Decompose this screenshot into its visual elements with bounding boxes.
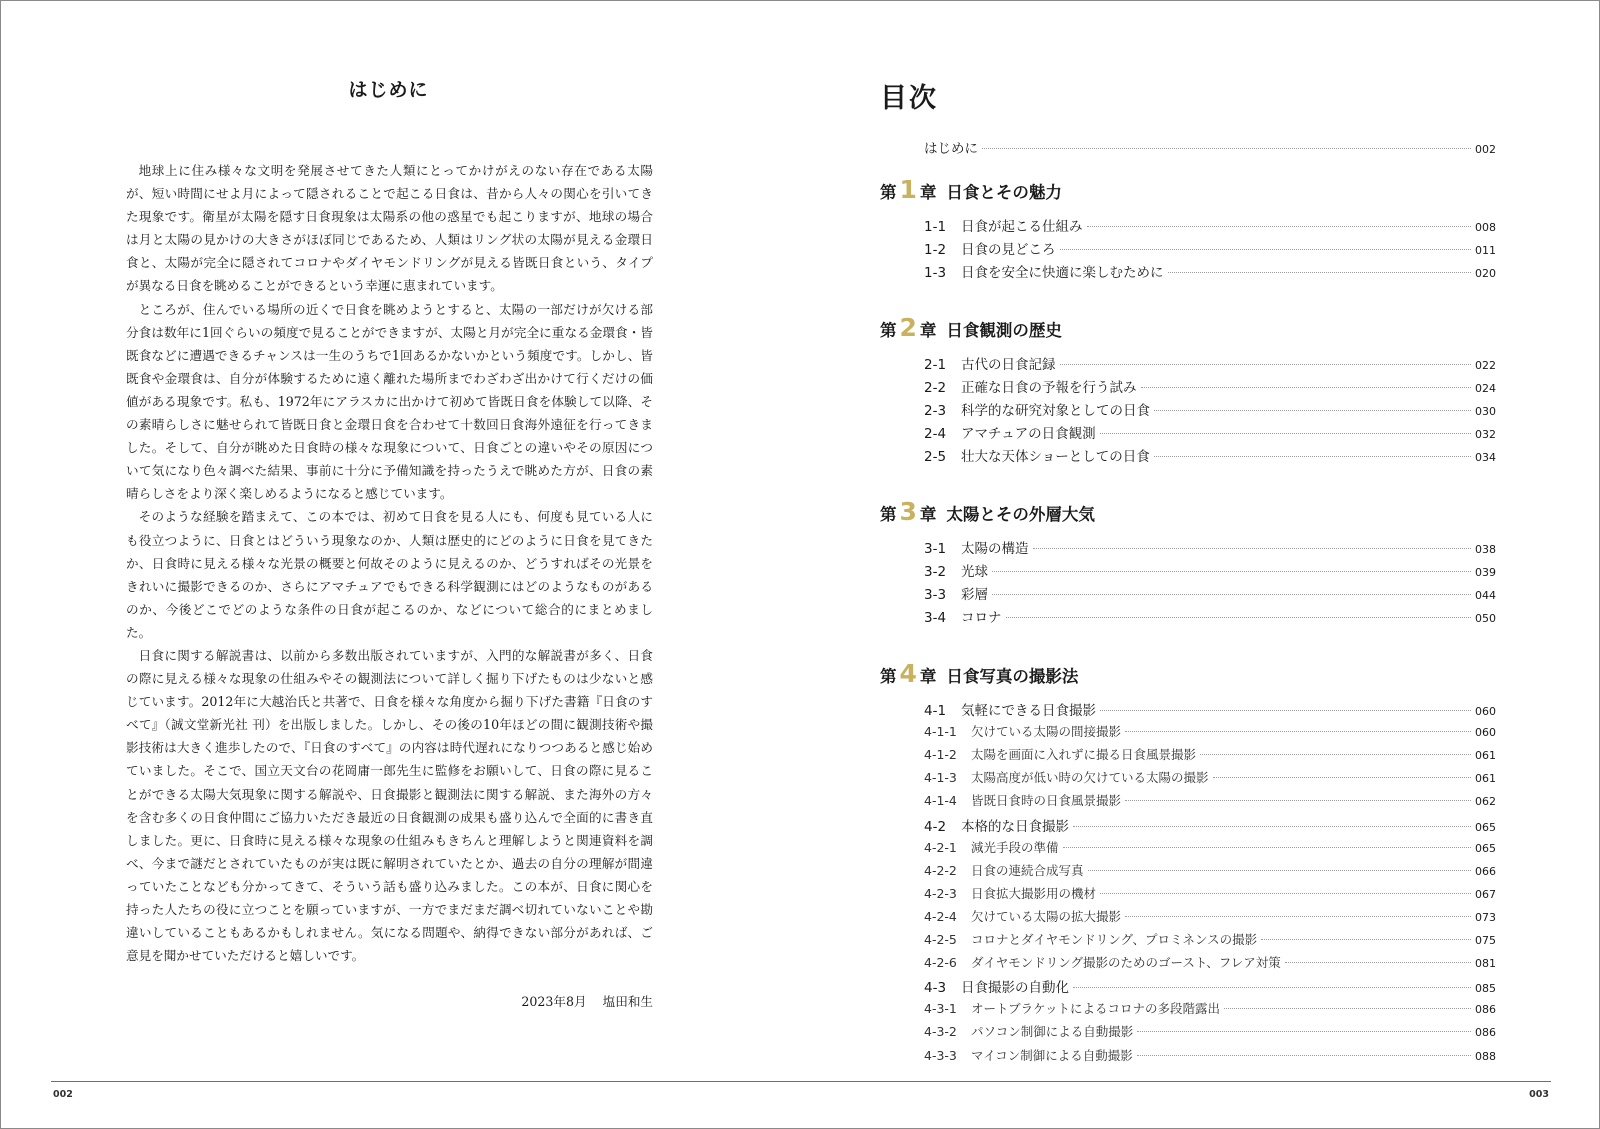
chapter-prefix: 第 (880, 183, 897, 202)
toc-page-number: 086 (1475, 1003, 1496, 1017)
chapter-prefix: 第 (880, 321, 897, 340)
toc-section-item[interactable] (924, 699, 1496, 719)
toc-item-title: 欠けている太陽の拡大撮影 (971, 908, 1122, 924)
toc-page-number: 002 (1475, 143, 1496, 156)
toc-item-number: 2-5 (924, 449, 947, 466)
toc-item-title: 本格的な日食撮影 (961, 818, 1069, 835)
preface-paragraph: 地球上に住み様々な文明を発展させてきた人類にとってかけがえのない存在である太陽が、短い時間にせよ月によって隠されることで起こる日食は、昔から人々の関心を引いてきた現象です。衛星が太陽を隠す日食現象は太陽系の他の惑星でも起こりますが、地球の場合は月と太陽の見かけの大きさがほぼ同じであるため、人類はリング状の太陽が見える金環日食と、太陽が完全に隠されてコロナやダイヤモンドリングが見える皆既日食という、タイプが異なる日食を眺めることができるという幸運に恵まれています。 (126, 163, 653, 294)
toc-item-number: 4-2-3 (924, 885, 957, 901)
chapter-number: 2 (899, 313, 917, 342)
chapter-number: 1 (899, 175, 917, 204)
toc-page-number: 088 (1475, 1049, 1496, 1063)
toc-item-title: 欠けている太陽の間接撮影 (971, 724, 1122, 740)
toc-subsection-item[interactable] (924, 999, 1496, 1019)
toc-leader-dots (1154, 410, 1471, 411)
toc-page-number: 039 (1475, 566, 1496, 580)
toc-leader-dots (1261, 939, 1471, 940)
toc-item-number: 2-4 (924, 426, 947, 443)
toc-section-item[interactable] (924, 238, 1496, 258)
toc-page-number: 011 (1475, 244, 1496, 258)
toc-item-title: 日食撮影の自動化 (961, 980, 1069, 997)
toc-leader-dots (1087, 226, 1472, 227)
toc-item-number: 1-1 (924, 219, 947, 235)
toc-section-item[interactable] (924, 399, 1496, 419)
chapter-title: 日食観測の歴史 (946, 321, 1062, 340)
toc-item-number: 4-1-4 (924, 793, 957, 809)
toc-item-title: はじめに (924, 141, 978, 157)
toc-page-number: 060 (1475, 705, 1496, 718)
toc-item-number: 4-3-1 (924, 1001, 957, 1017)
toc-page-number: 020 (1475, 267, 1496, 281)
toc-leader-dots (1168, 272, 1472, 273)
chapter-title: 太陽とその外層大気 (946, 505, 1095, 524)
page-number-right: 003 (1529, 1089, 1549, 1100)
toc-item-number: 4-3 (924, 980, 947, 997)
toc-subsection-item[interactable] (924, 1022, 1496, 1042)
toc-item-title: 気軽にできる日食撮影 (961, 703, 1096, 719)
footer-rule (51, 1081, 1551, 1082)
toc-leader-dots (1141, 387, 1472, 388)
toc-page-number: 022 (1475, 359, 1496, 372)
toc-item-title: ダイヤモンドリング撮影のためのゴースト、フレア対策 (971, 955, 1281, 971)
toc-leader-dots (992, 571, 1471, 572)
toc-item-title: 太陽を画面に入れずに撮る日食風景撮影 (971, 747, 1197, 763)
toc-leader-dots (1073, 987, 1471, 988)
toc-item-number: 4-1 (924, 703, 947, 719)
preface-paragraph: そのような経験を踏まえて、この本では、初めて日食を見る人にも、何度も見ている人にも役立つように、日食とはどういう現象なのか、人類は歴史的にどのように日食を見てきたか、日食時に見える様々な光景の概要と何故そのように見えるのか、どうすればその光景をきれいに撮影できるのか、さらにアマチュアでもできる科学観測にはどのようなものがあるのか、今後どこでどのような条件の日食が起こるのか、などについて総合的にまとめました。 (126, 509, 653, 640)
toc-subsection-item[interactable] (924, 791, 1496, 811)
toc-item-number: 4-1-1 (924, 724, 957, 740)
toc-page-number: 061 (1475, 749, 1496, 763)
toc-item-title: 皆既日食時の日食風景撮影 (971, 793, 1122, 809)
toc-item-number: 4-1-2 (924, 747, 957, 763)
toc-section-item[interactable] (924, 560, 1496, 580)
toc-page-number: 066 (1475, 864, 1496, 878)
page-number-left: 002 (53, 1089, 73, 1100)
toc-item-title: アマチュアの日食観測 (961, 426, 1096, 443)
toc-page-number: 024 (1475, 382, 1496, 396)
toc-title: 目次 (880, 83, 938, 114)
toc-section-item[interactable] (924, 261, 1496, 281)
toc-item-number: 3-4 (924, 610, 947, 627)
toc-leader-dots (1073, 826, 1471, 827)
toc-page-number: 085 (1475, 982, 1496, 996)
toc-leader-dots (1154, 456, 1471, 457)
toc-subsection-item[interactable] (924, 907, 1496, 927)
toc-subsection-item[interactable] (924, 722, 1496, 742)
toc-item-title: 日食が起こる仕組み (961, 219, 1083, 235)
toc-page-number: 061 (1475, 772, 1496, 786)
preface-paragraph: ところが、住んでいる場所の近くで日食を眺めようとすると、太陽の一部だけが欠ける部分食は数年に1回ぐらいの頻度で見ることができますが、太陽と月が完全に重なる金環食・皆既食などに遭遇できるチャンスは一生のうちで1回あるかないかという頻度です。しかし、皆既食や金環食は、自分が体験するために遠く離れた場所までわざわざ出かけて行くだけの価値がある現象です。私も、1972年にアラスカに出かけて初めて皆既日食を体験して以降、その素晴らしさに魅せられて皆既日食と金環日食を合わせて十数回日食海外遠征を行ってきました。そして、自分が眺めた日食時の様々な現象について、日食ごとの違いやその原因について気になり色々調べた結果、事前に十分に予備知識を持ったうえで眺めた方が、日食の素晴らしさをより深く楽しめるようになると感じています。 (126, 301, 654, 502)
toc-section-item[interactable] (924, 976, 1496, 996)
toc-subsection-item[interactable] (924, 861, 1496, 881)
toc-item-number: 4-2 (924, 818, 947, 835)
toc-page-number: 060 (1475, 726, 1496, 740)
toc-subsection-item[interactable] (924, 884, 1496, 904)
preface-body (126, 159, 653, 967)
toc-item-number: 3-2 (924, 564, 947, 581)
toc-leader-dots (1100, 433, 1471, 434)
toc-item-title: 日食拡大撮影用の機材 (971, 885, 1097, 901)
toc-item-title: 日食の連続合成写真 (971, 862, 1084, 878)
toc-item-number: 4-3-2 (924, 1024, 957, 1040)
toc-leader-dots (1100, 710, 1471, 711)
toc-leader-dots (1137, 1055, 1471, 1056)
toc-item-title: 日食の見どころ (961, 242, 1056, 259)
toc-item-title: 彩層 (961, 587, 988, 604)
toc-item-title: 壮大な天体ショーとしての日食 (961, 449, 1150, 466)
toc-item-title: コロナとダイヤモンドリング、プロミネンスの撮影 (971, 932, 1258, 947)
toc-item-number: 2-1 (924, 357, 947, 373)
toc-chapter-heading[interactable] (880, 177, 1062, 203)
toc-section-item[interactable] (924, 583, 1496, 603)
toc-item-title: 日食を安全に快適に楽しむために (961, 265, 1164, 282)
chapter-prefix: 第 (880, 667, 897, 686)
toc-page-number: 038 (1475, 543, 1496, 556)
toc-page-number: 044 (1475, 589, 1496, 603)
toc-item-number: 4-2-2 (924, 862, 957, 878)
toc-leader-dots (1063, 847, 1471, 848)
toc-section-item[interactable] (924, 422, 1496, 442)
toc-item-number: 4-2-4 (924, 908, 957, 924)
toc-subsection-item[interactable] (924, 1046, 1496, 1066)
toc-chapter-heading[interactable] (880, 661, 1078, 687)
toc-page-number: 062 (1475, 795, 1496, 809)
toc-section-item[interactable] (924, 537, 1496, 557)
toc-page-number: 030 (1475, 405, 1496, 419)
toc-leader-dots (1285, 962, 1471, 963)
toc-item-number: 4-3-3 (924, 1047, 957, 1063)
preface-signature (401, 991, 653, 1010)
toc-item-number: 4-2-6 (924, 955, 957, 971)
toc-page-number: 086 (1475, 1026, 1496, 1040)
toc-subsection-item[interactable] (924, 953, 1496, 973)
toc-section-item[interactable] (924, 815, 1496, 835)
toc-leader-dots (1100, 893, 1471, 894)
toc-leader-dots (1125, 800, 1471, 801)
toc-item-preface[interactable] (924, 137, 1496, 157)
toc-item-number: 3-3 (924, 587, 947, 604)
chapter-prefix: 第 (880, 505, 897, 524)
toc-leader-dots (1060, 249, 1472, 250)
chapter-title: 日食とその魅力 (946, 183, 1062, 202)
toc-item-number: 2-3 (924, 403, 947, 420)
toc-section-item[interactable] (924, 606, 1496, 626)
toc-item-number: 4-2-5 (924, 932, 957, 947)
toc-leader-dots (1033, 548, 1472, 549)
toc-page-number: 075 (1475, 934, 1496, 947)
preface-paragraph: 日食に関する解説書は、以前から多数出版されていますが、入門的な解説書が多く、日食の際に見える様々な現象の仕組みやその観測法について詳しく掘り下げたものは少ないと感じています。2012年に大越治氏と共著で、日食を様々な角度から掘り下げた書籍『日食のすべて』（誠文堂新光社 刊）を出版しました。しかし、その後の10年ほどの間に観測技術や撮影技術は大きく進歩したので、『日食のすべて』の内容は時代遅れになりつつあると感じ始めていました。そこで、国立天文台の花岡庸一郎先生に監修をお願いして、日食の際に見ることができる太陽大気現象に関する解説や、日食撮影と観測法に関する解説、また海外の方々を含む多くの日食仲間にご協力いただき最近の日食観測の成果も盛り込んで全面的に書き直しました。更に、日食時に見える様々な現象の仕組みもきちんと理解しようと関連資料を調べ、今まで謎だとされていたものが実は既に解明されていたとか、過去の自分の理解が間違っていたことなども分かってきて、そういう話も盛り込みました。この本が、日食に関心を持った人たちの役に立つことを願っていますが、一方でまだまだ調べ切れていないことや勘違いしていることもあるかもしれません。気になる問題や、納得できない部分があれば、ご意見を聞かせていただけると嬉しいです。 (126, 647, 654, 964)
toc-page-number: 034 (1475, 451, 1496, 465)
preface-date: 2023年8月 (521, 994, 587, 1009)
toc-item-title: 科学的な研究対象としての日食 (961, 403, 1150, 420)
toc-page-number: 081 (1475, 957, 1496, 971)
chapter-suffix: 章 (919, 505, 937, 524)
toc-item-title: マイコン制御による自動撮影 (971, 1047, 1133, 1063)
toc-leader-dots (982, 148, 1471, 149)
chapter-suffix: 章 (919, 667, 937, 686)
toc-leader-dots (1088, 870, 1471, 871)
toc-section-item[interactable] (924, 445, 1496, 465)
toc-leader-dots (992, 594, 1471, 595)
toc-item-number: 4-1-3 (924, 770, 957, 786)
toc-item-number: 1-2 (924, 242, 947, 259)
toc-page-number: 067 (1475, 887, 1496, 901)
toc-chapter-heading[interactable] (880, 499, 1095, 525)
toc-page-number: 065 (1475, 841, 1496, 855)
toc-subsection-item[interactable] (924, 838, 1496, 858)
toc-page-number: 073 (1475, 910, 1496, 924)
toc-page-number: 032 (1475, 428, 1496, 442)
toc-leader-dots (1006, 617, 1472, 618)
toc-item-title: 正確な日食の予報を行う試み (961, 380, 1137, 397)
toc-page-number: 008 (1475, 221, 1496, 234)
toc-leader-dots (1224, 1008, 1471, 1009)
toc-chapter-heading[interactable] (880, 315, 1062, 341)
toc-item-title: 太陽高度が低い時の欠けている太陽の撮影 (971, 770, 1209, 786)
toc-leader-dots (1213, 777, 1471, 778)
toc-section-item[interactable] (924, 376, 1496, 396)
preface-title: はじめに (348, 79, 429, 101)
chapter-number: 3 (899, 497, 917, 526)
toc-item-title: オートブラケットによるコロナの多段階露出 (971, 1001, 1221, 1017)
toc-item-title: コロナ (961, 610, 1002, 627)
toc-leader-dots (1125, 731, 1471, 732)
toc-item-title: 太陽の構造 (961, 541, 1029, 557)
chapter-number: 4 (899, 659, 917, 688)
toc-leader-dots (1200, 754, 1471, 755)
chapter-suffix: 章 (919, 321, 937, 340)
toc-page-number: 065 (1475, 820, 1496, 834)
chapter-suffix: 章 (919, 183, 937, 202)
toc-section-item[interactable] (924, 215, 1496, 235)
preface-author: 塩田和生 (602, 994, 653, 1009)
toc-item-number: 2-2 (924, 380, 947, 397)
toc-subsection-item[interactable] (924, 745, 1496, 765)
toc-item-title: 光球 (961, 564, 988, 581)
toc-page-number: 050 (1475, 612, 1496, 626)
toc-leader-dots (1125, 916, 1471, 917)
chapter-title: 日食写真の撮影法 (946, 667, 1079, 686)
toc-section-item[interactable] (924, 353, 1496, 373)
toc-item-number: 3-1 (924, 541, 947, 557)
toc-subsection-item[interactable] (924, 768, 1496, 788)
toc-leader-dots (1060, 364, 1472, 365)
toc-item-title: 減光手段の準備 (971, 839, 1059, 855)
toc-item-title: パソコン制御による自動撮影 (971, 1024, 1134, 1040)
toc-leader-dots (1137, 1031, 1471, 1032)
toc-item-title: 古代の日食記録 (961, 357, 1056, 373)
toc-item-number: 1-3 (924, 265, 947, 282)
toc-item-number: 4-2-1 (924, 839, 957, 855)
toc-subsection-item[interactable] (924, 930, 1496, 950)
